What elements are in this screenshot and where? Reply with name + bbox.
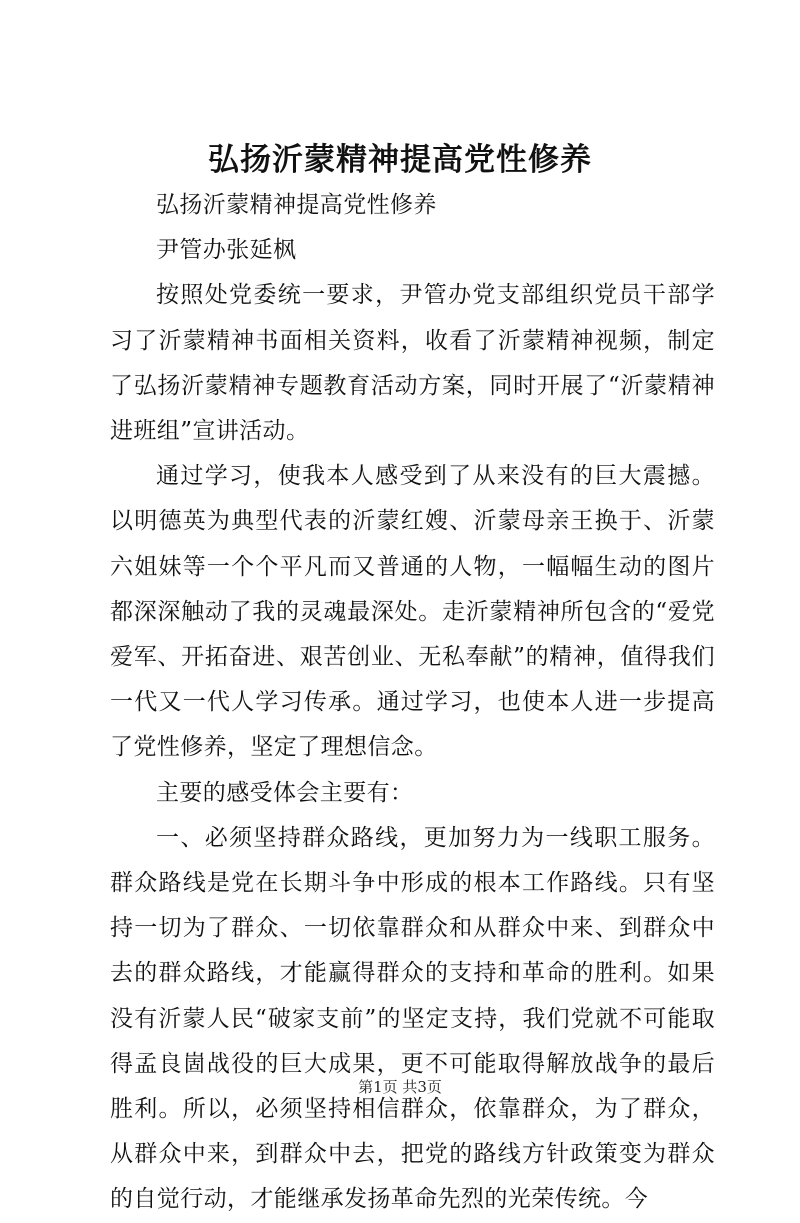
document-body — [110, 183, 715, 1223]
body-paragraph: 通过学习，使我本人感受到了从来没有的巨大震撼。以明德英为典型代表的沂蒙红嫂、沂蒙母亲王换于、沂蒙六姐妹等一个个平凡而又普通的人物，一幅幅生动的图片都深深触动了我的灵魂最深处。走沂蒙精神所包含的“爱党爱军、开拓奋进、艰苦创业、无私奉献”的精神，值得我们一代又一代人学习传承。通过学习，也使本人进一步提高了党性修养，坚定了理想信念。 — [110, 463, 715, 761]
author-paragraph: 尹管办张延枫 — [156, 237, 297, 264]
body-paragraph: 主要的感受体会主要有： — [156, 779, 414, 806]
body-paragraph: 按照处党委统一要求，尹管办党支部组织党员干部学习了沂蒙精神书面相关资料，收看了沂蒙精神视频，制定了弘扬沂蒙精神专题教育活动方案，同时开展了“沂蒙精神进班组”宣讲活动。 — [110, 282, 715, 445]
document-title: 弘扬沂蒙精神提高党性修养 — [208, 142, 592, 178]
body-paragraph: 一、必须坚持群众路线，更加努力为一线职工服务。群众路线是党在长期斗争中形成的根本工作路线。只有坚持一切为了群众、一切依靠群众和从群众中来、到群众中去的群众路线，才能赢得群众的支持和革命的胜利。如果没有沂蒙人民“破家支前”的坚定支持，我们党就不可能取得孟良崮战役的巨大成果，更不可能取得解放战争的最后胜利。所以，必须坚持相信群众，依靠群众，为了群众，从群众中来，到群众中去，把党的路线方针政策变为群众的自觉行动，才能继承发扬革命先烈的光荣传统。今 — [110, 824, 715, 1213]
page-number-footer: 第1页 共3页 — [358, 1078, 442, 1096]
subtitle-paragraph: 弘扬沂蒙精神提高党性修养 — [156, 192, 437, 218]
